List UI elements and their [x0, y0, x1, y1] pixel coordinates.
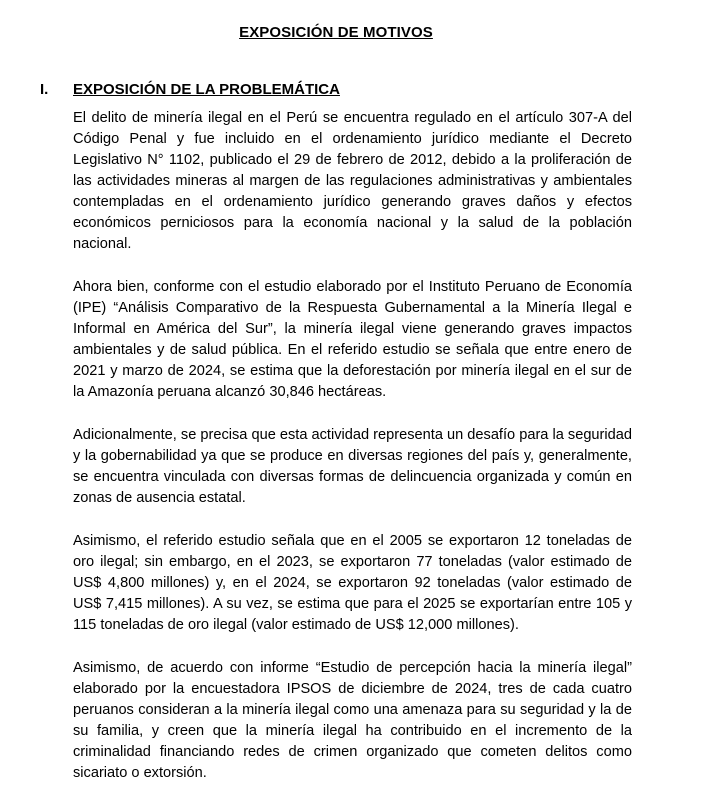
- section-body: [73, 108, 632, 806]
- paragraph: Asimismo, de acuerdo con informe “Estudio de percepción hacia la minería ilegal” elaborado por la encuestadora IPSOS de diciembre de 2024, tres de cada cuatro peruanos consideran a la minería ilegal como una amenaza para su seguridad y la de su familia, y creen que la minería ilegal ha contribuido en el incremento de la criminalidad financiando redes de crimen organizado que cometen delitos como sicariato o extorsión.: [73, 660, 632, 781]
- paragraph: Asimismo, el referido estudio señala que en el 2005 se exportaron 12 toneladas de oro ilegal; sin embargo, en el 2023, se exportaron 77 toneladas (valor estimado de US$ 4,800 millones) y, en el 2024, se exportaron 92 toneladas (valor estimado de US$ 7,415 millones). A su vez, se estima que para el 2025 se exportarían entre 105 y 115 toneladas de oro ilegal (valor estimado de US$ 12,000 millones).: [73, 533, 632, 633]
- section-number: I.: [40, 81, 49, 98]
- paragraph: Adicionalmente, se precisa que esta actividad representa un desafío para la seguridad y la gobernabilidad ya que se produce en diversas regiones del país y, generalmente, se encuentra vinculada con diversas formas de delincuencia organizada y común en zonas de ausencia estatal.: [73, 427, 632, 506]
- paragraph: Ahora bien, conforme con el estudio elaborado por el Instituto Peruano de Economía (IPE) “Análisis Comparativo de la Respuesta Gubernamental a la Minería Ilegal e Informal en América del Sur”, la minería ilegal viene generando graves impactos ambientales y de salud pública. En el referido estudio se señala que entre enero de 2021 y marzo de 2024, se estima que la deforestación por minería ilegal en el sur de la Amazonía peruana alcanzó 30,846 hectáreas.: [73, 279, 632, 400]
- section-heading: EXPOSICIÓN DE LA PROBLEMÁTICA: [73, 81, 340, 98]
- paragraph: El delito de minería ilegal en el Perú se encuentra regulado en el artículo 307-A del Código Penal y fue incluido en el ordenamiento jurídico mediante el Decreto Legislativo N° 1102, publicado el 29 de febrero de 2012, debido a la proliferación de las actividades mineras al margen de las regulaciones administrativas y ambientales contempladas en el ordenamiento jurídico generando graves daños y efectos económicos perniciosos para la economía nacional y la salud de la población nacional.: [73, 110, 632, 252]
- document-title: EXPOSICIÓN DE MOTIVOS: [239, 24, 433, 41]
